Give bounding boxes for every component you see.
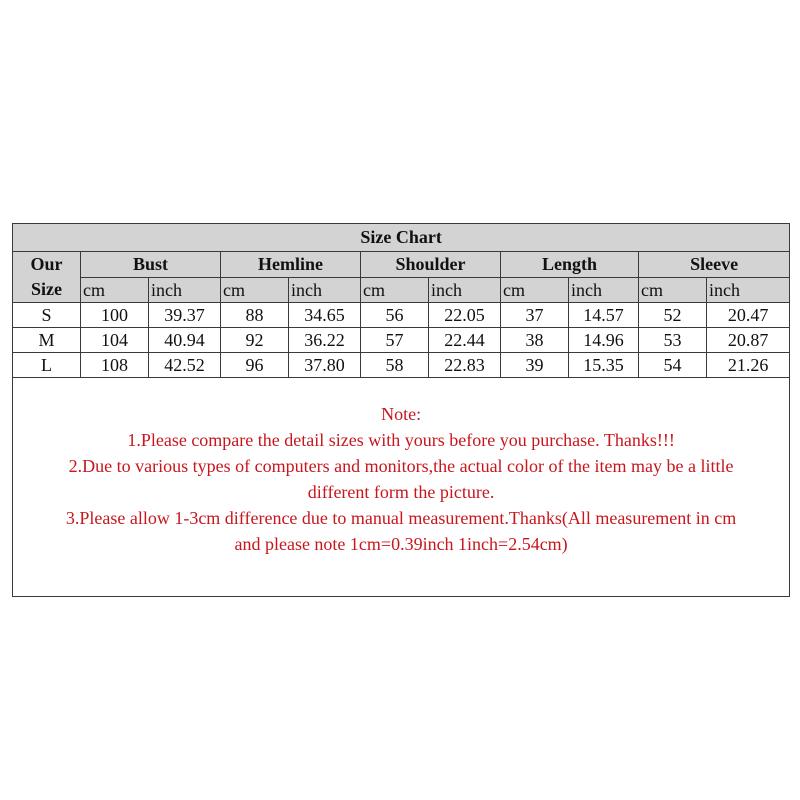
unit-header: inch	[429, 278, 501, 303]
title-row	[13, 224, 790, 252]
our-size-header-line2: Size	[31, 279, 62, 299]
table-cell: 96	[221, 353, 289, 378]
unit-header: cm	[501, 278, 569, 303]
note-line-2a: 2.Due to various types of computers and monitors,the actual color of the item may be a little	[68, 456, 734, 476]
notes-row	[13, 378, 790, 597]
unit-header: inch	[707, 278, 790, 303]
table-cell: 37	[501, 303, 569, 328]
table-row	[13, 353, 790, 378]
note-line-2b: different form the picture.	[307, 482, 495, 502]
note-line-1: 1.Please compare the detail sizes with yours before you purchase. Thanks!!!	[127, 430, 675, 450]
table-cell: 36.22	[289, 328, 361, 353]
group-header-shoulder: Shoulder	[361, 252, 501, 278]
table-cell: 53	[639, 328, 707, 353]
table-cell: 42.52	[149, 353, 221, 378]
unit-header: cm	[361, 278, 429, 303]
group-header-hemline: Hemline	[221, 252, 361, 278]
table-cell: 20.47	[707, 303, 790, 328]
size-label: M	[13, 328, 81, 353]
table-cell: 15.35	[569, 353, 639, 378]
unit-header: cm	[81, 278, 149, 303]
table-cell: 14.96	[569, 328, 639, 353]
table-cell: 108	[81, 353, 149, 378]
group-header-length: Length	[501, 252, 639, 278]
size-chart-table	[12, 223, 790, 597]
table-cell: 92	[221, 328, 289, 353]
notes-heading: Note:	[381, 404, 422, 424]
our-size-header	[13, 252, 81, 303]
unit-header-row	[13, 278, 790, 303]
table-cell: 54	[639, 353, 707, 378]
table-cell: 34.65	[289, 303, 361, 328]
size-label: S	[13, 303, 81, 328]
unit-header: cm	[639, 278, 707, 303]
size-label: L	[13, 353, 81, 378]
table-cell: 39	[501, 353, 569, 378]
table-cell: 22.05	[429, 303, 501, 328]
note-line-3a: 3.Please allow 1-3cm difference due to manual measurement.Thanks(All measurement in cm	[65, 508, 737, 528]
table-cell: 104	[81, 328, 149, 353]
table-cell: 88	[221, 303, 289, 328]
table-cell: 22.44	[429, 328, 501, 353]
group-header-sleeve: Sleeve	[639, 252, 790, 278]
table-cell: 57	[361, 328, 429, 353]
table-cell: 21.26	[707, 353, 790, 378]
table-cell: 58	[361, 353, 429, 378]
group-header-bust: Bust	[81, 252, 221, 278]
table-cell: 37.80	[289, 353, 361, 378]
chart-title: Size Chart	[13, 224, 790, 252]
table-row	[13, 328, 790, 353]
group-header-row	[13, 252, 790, 278]
unit-header: inch	[569, 278, 639, 303]
table-cell: 20.87	[707, 328, 790, 353]
table-cell: 52	[639, 303, 707, 328]
table-cell: 40.94	[149, 328, 221, 353]
unit-header: inch	[149, 278, 221, 303]
our-size-header-line1: Our	[30, 254, 63, 274]
table-cell: 38	[501, 328, 569, 353]
table-cell: 100	[81, 303, 149, 328]
notes-section	[13, 378, 790, 597]
table-row	[13, 303, 790, 328]
table-cell: 22.83	[429, 353, 501, 378]
table-cell: 14.57	[569, 303, 639, 328]
unit-header: inch	[289, 278, 361, 303]
unit-header: cm	[221, 278, 289, 303]
table-cell: 39.37	[149, 303, 221, 328]
table-cell: 56	[361, 303, 429, 328]
note-line-3b: and please note 1cm=0.39inch 1inch=2.54cm)	[234, 534, 568, 554]
